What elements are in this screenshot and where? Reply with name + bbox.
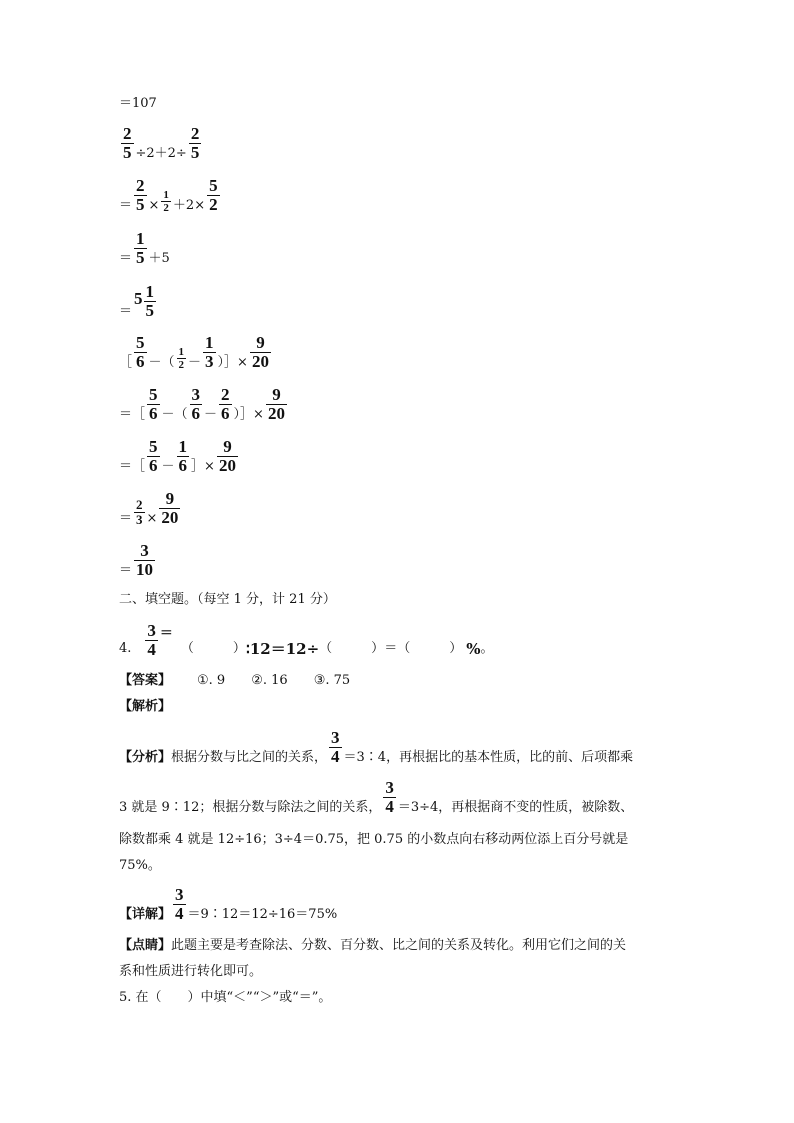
- times-sign: ×: [146, 511, 158, 526]
- answer-line: [119, 673, 350, 689]
- fraction: $\frac{5}{6}$: [136, 333, 145, 371]
- fraction: $\frac{1}{2}$: [163, 189, 169, 214]
- expression-text: ）］×: [233, 407, 264, 422]
- fenxi-line-2: [119, 779, 633, 816]
- fraction: $\frac{9}{20}$: [161, 489, 179, 527]
- fraction: $\frac{3}{4}$: [175, 885, 184, 923]
- fenxi-line-1: [119, 729, 633, 766]
- fenxi-line-4: [119, 858, 161, 874]
- fenxi-text: 除数都乘 4 就是 12÷16；3÷4＝0.75，把 0.75 的小数点向右移动两位添上百分号就是: [119, 832, 629, 847]
- comment-label: 【点睛】: [119, 938, 172, 953]
- equals-sign: ＝: [119, 563, 133, 578]
- section-heading: [119, 592, 336, 608]
- answer-label: 【答案】: [119, 673, 172, 688]
- question-5: [119, 990, 331, 1006]
- answer-3: ③. 75: [313, 673, 351, 688]
- fraction: $\frac{3}{4}$: [331, 728, 340, 766]
- comment-line-1: [119, 938, 626, 954]
- detail-label: 【详解】: [119, 907, 172, 922]
- equals-sign: ＝: [159, 626, 173, 641]
- fraction: $\frac{3}{4}$: [147, 621, 156, 659]
- detail-text: ＝9∶12＝12÷16＝75%: [187, 907, 338, 922]
- comment-text: 系和性质进行转化即可。: [119, 964, 263, 979]
- answer-blank-1: （ ）: [180, 641, 246, 656]
- answer-2: ②. 16: [251, 673, 288, 688]
- equals-sign: ＝: [119, 511, 133, 526]
- fraction: $\frac{5}{2}$: [209, 176, 218, 214]
- fraction: $\frac{9}{20}$: [267, 385, 285, 423]
- fraction: $\frac{2}{5}$: [190, 124, 200, 162]
- calc1-result: ＝107: [119, 96, 157, 111]
- fraction: $\frac{2}{5}$: [136, 176, 145, 214]
- fraction: $\frac{1}{3}$: [205, 333, 214, 371]
- fraction: $\frac{5}{6}$: [149, 385, 158, 423]
- expression-text: ＋2×: [172, 198, 206, 213]
- equals-sign: ＝: [384, 641, 398, 656]
- calc1-result-line: [119, 96, 157, 112]
- calc2-line-3: [119, 230, 170, 267]
- expression-text: ＝［: [119, 459, 146, 474]
- calc2-line-1: [119, 125, 203, 162]
- section-2-heading: 二、填空题。（每空 1 分，计 21 分）: [119, 592, 336, 607]
- expression-text: ＋5: [148, 251, 170, 266]
- analysis-label: 【解析】: [119, 699, 172, 714]
- fenxi-text: ＝3÷4，再根据商不变的性质，被除数、: [397, 800, 634, 815]
- calc2-line-4: [119, 283, 156, 320]
- answer-blank-3: （ ）: [397, 641, 463, 656]
- equals-sign: ＝: [119, 198, 133, 213]
- calc3-line-1: [119, 334, 273, 371]
- times-sign: ×: [148, 198, 160, 213]
- calc3-line-5: [119, 542, 157, 579]
- equals-sign: ＝: [119, 304, 133, 319]
- comment-line-2: [119, 964, 262, 980]
- fenxi-text: 根据分数与比之间的关系，: [171, 750, 328, 765]
- question-number: 4.: [119, 641, 132, 656]
- expression-text: ＝［: [119, 407, 146, 422]
- fraction: $\frac{3}{4}$: [385, 778, 394, 816]
- fraction: $\frac{3}{10}$: [136, 541, 154, 579]
- expression-text: －（: [148, 355, 175, 370]
- fenxi-text: 3 就是 9∶12；根据分数与除法之间的关系，: [119, 800, 382, 815]
- question-4: [119, 622, 494, 657]
- fraction: $\frac{2}{6}$: [221, 385, 230, 423]
- analysis-label-line: [119, 699, 171, 715]
- mixed-number: 5 $\frac{1}{5}$: [134, 282, 155, 320]
- fraction: $\frac{3}{6}$: [191, 385, 201, 423]
- fenxi-text: 75%。: [119, 858, 161, 873]
- fraction: $\frac{5}{6}$: [149, 437, 158, 475]
- expression-text: －（: [161, 407, 188, 422]
- detail-line: [119, 886, 337, 923]
- expression-text: ÷2＋2÷: [135, 146, 187, 161]
- comment-text: 此题主要是考查除法、分数、百分数、比之间的关系及转化。利用它们之间的关: [171, 938, 627, 953]
- percent-sign: %: [466, 640, 481, 658]
- fraction: $\frac{1}{6}$: [178, 437, 188, 475]
- fraction: $\frac{9}{20}$: [218, 437, 236, 475]
- fraction: $\frac{2}{3}$: [136, 497, 143, 527]
- question-5-text: 5. 在（ ）中填“＜”“＞”或“＝”。: [119, 990, 332, 1005]
- calc2-line-2: [119, 177, 222, 214]
- answer-blank-2: （ ）: [319, 641, 385, 656]
- fraction: $\frac{2}{5}$: [123, 124, 132, 162]
- fenxi-line-3: [119, 832, 628, 848]
- equals-sign: ＝: [119, 251, 133, 266]
- fraction: $\frac{1}{2}$: [178, 346, 185, 371]
- calc3-line-2: [119, 386, 289, 423]
- expression-text: ］×: [191, 459, 215, 474]
- fraction: $\frac{1}{5}$: [136, 229, 145, 267]
- fenxi-text: ＝3∶4，再根据比的基本性质，比的前、后项都乘: [343, 750, 634, 765]
- ratio-text: ∶12＝12÷: [245, 640, 320, 658]
- calc3-line-3: [119, 438, 240, 475]
- minus-sign: －: [204, 407, 218, 422]
- answer-1: ①. 9: [197, 673, 226, 688]
- period: 。: [480, 641, 494, 656]
- calc3-line-4: [119, 490, 182, 527]
- fenxi-label: 【分析】: [119, 750, 172, 765]
- expression-text: ）］×: [217, 355, 248, 370]
- minus-sign: －: [161, 459, 175, 474]
- bracket: ［: [119, 355, 133, 370]
- minus-sign: －: [188, 355, 202, 370]
- fraction: $\frac{9}{20}$: [251, 333, 269, 371]
